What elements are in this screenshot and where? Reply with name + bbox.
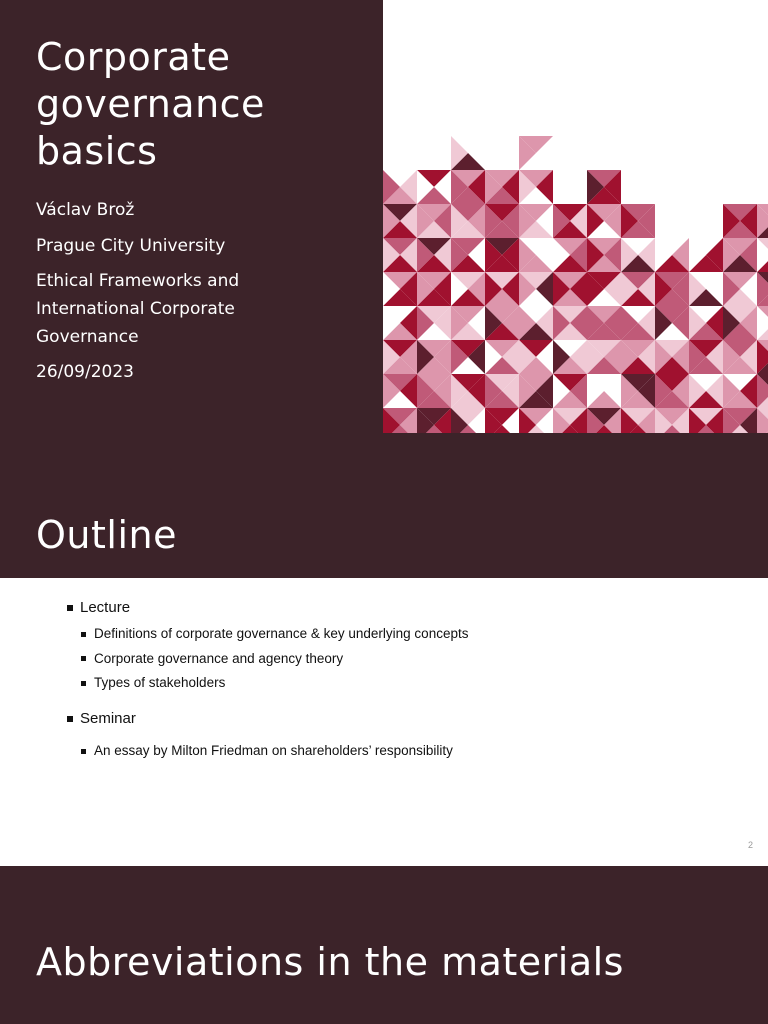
outline-slide (0, 433, 768, 866)
title-slide (0, 0, 768, 433)
course-name: Ethical Frameworks and International Corporate Governance (36, 271, 240, 347)
bullet-square-icon (81, 681, 86, 686)
outline-item: Types of stakeholders (94, 675, 226, 690)
outline-item: Corporate governance and agency theory (94, 651, 344, 666)
triangle-pattern (383, 0, 768, 433)
bullet-square-icon (81, 656, 86, 661)
outline-header (0, 433, 768, 578)
outline-item: Definitions of corporate governance & key underlying concepts (94, 626, 469, 641)
bullet-square-icon (81, 632, 86, 637)
page-number: 2 (747, 840, 753, 850)
bullet-square-icon (81, 749, 86, 754)
pattern-triangle (485, 102, 502, 136)
outline-section-seminar: Seminar (80, 710, 136, 727)
abbreviations-slide (0, 866, 768, 1024)
outline-section-lecture: Lecture (80, 599, 131, 616)
bullet-square-icon (67, 716, 73, 722)
pattern-triangle (689, 204, 706, 238)
abbreviations-title: Abbreviations in the materials (36, 940, 624, 984)
university-name: Prague City University (36, 236, 226, 256)
presentation-title: Corporate governance basics (36, 35, 265, 173)
presentation-date: 26/09/2023 (36, 362, 134, 382)
author-name: Václav Brož (36, 200, 135, 220)
bullet-square-icon (67, 605, 73, 611)
title-panel (0, 0, 383, 433)
geometric-pattern-image (383, 0, 768, 433)
outline-title: Outline (36, 513, 177, 557)
outline-item: An essay by Milton Friedman on shareholders’ responsibility (94, 743, 453, 758)
